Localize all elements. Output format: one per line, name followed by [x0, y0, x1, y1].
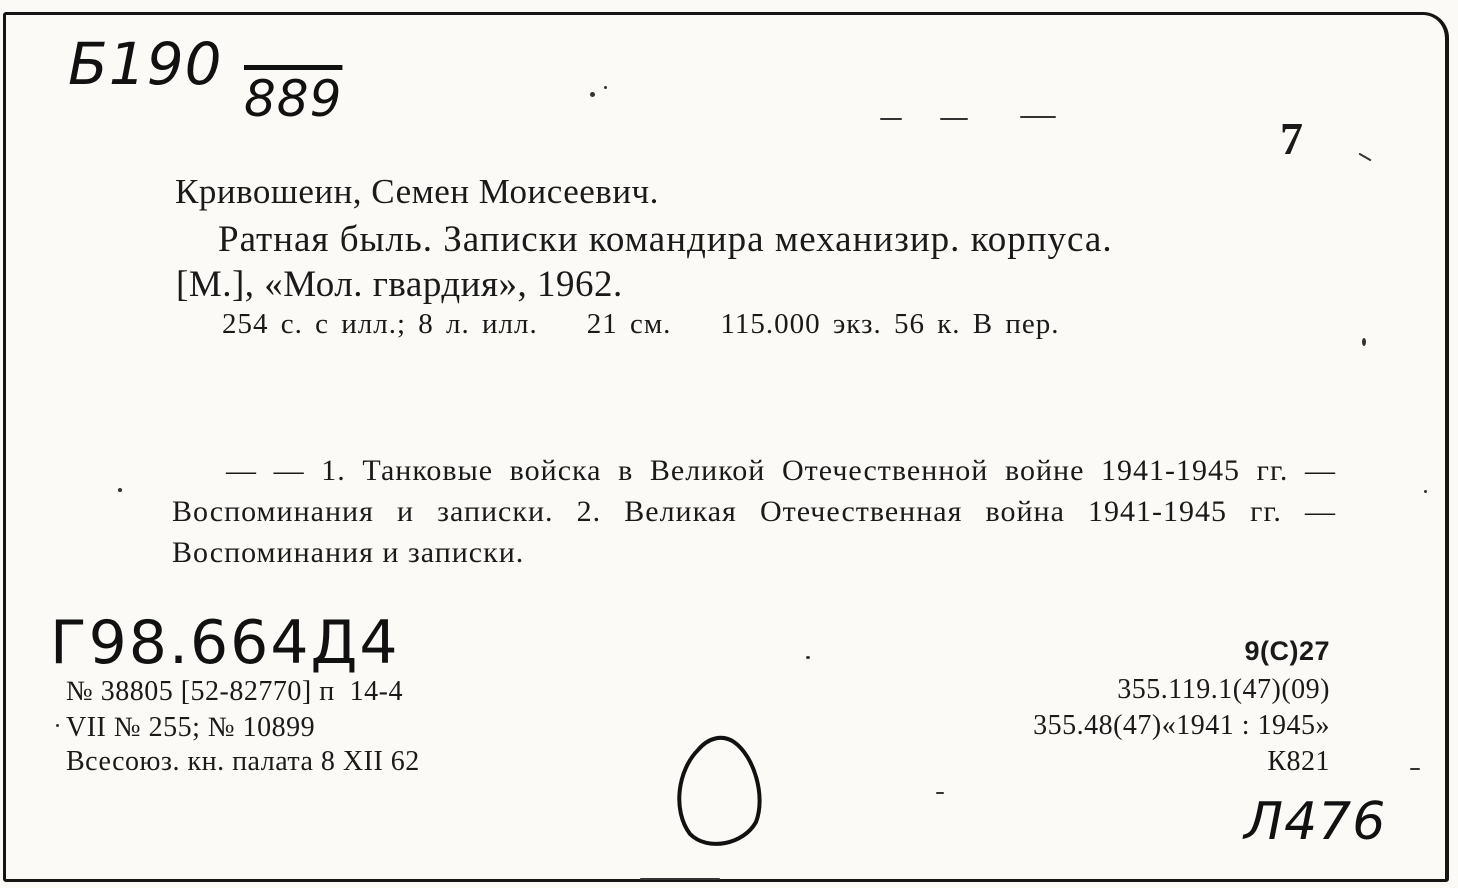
speck	[806, 656, 810, 659]
speck	[940, 118, 968, 120]
classification-code: 355.48(47)«1941 : 1945»	[1033, 710, 1330, 741]
speck	[1362, 338, 1366, 346]
handwritten-top-subcode: 889	[244, 70, 343, 128]
oval-stamp-mark	[668, 730, 766, 848]
handwritten-top-code: Б190	[68, 30, 223, 98]
handwritten-shelf-mark: Г98.664Д4	[50, 608, 400, 678]
order-number: № 38805 [52-82770] п 14-4	[66, 676, 403, 707]
imprint: [М.], «Мол. гвардия», 1962.	[176, 264, 623, 305]
speck	[56, 724, 59, 727]
speck	[1410, 768, 1420, 770]
classification-code: К821	[1267, 746, 1330, 777]
speck	[604, 86, 607, 89]
speck	[1424, 490, 1427, 493]
speck	[118, 488, 122, 492]
collation: 254 с. с илл.; 8 л. илл. 21 см. 115.000 экз. 56 к. В пер.	[222, 308, 1060, 340]
classification-code: 9(С)27	[1244, 636, 1330, 666]
speck	[880, 118, 902, 120]
classification-code: 355.119.1(47)(09)	[1117, 674, 1330, 705]
speck	[640, 878, 720, 880]
handwritten-bottom-code: Л476	[1244, 792, 1387, 852]
speck	[590, 92, 595, 97]
subject-headings: — — 1. Танковые войска в Великой Отечественной войне 1941-1945 гг. — Воспоминания и записки. 2. Великая Отечественная война 1941-1945 гг. — Воспоминания и записки.	[172, 454, 1336, 569]
author-heading: Кривошеин, Семен Моисеевич.	[175, 172, 659, 211]
speck	[1020, 116, 1056, 118]
book-title: Ратная быль. Записки командира механизир. корпуса.	[218, 219, 1113, 260]
book-chamber-line: Всесоюз. кн. палата 8 XII 62	[66, 746, 420, 777]
corner-number: 7	[1280, 113, 1303, 164]
speck	[936, 792, 944, 794]
register-number: VII № 255; № 10899	[66, 712, 316, 743]
